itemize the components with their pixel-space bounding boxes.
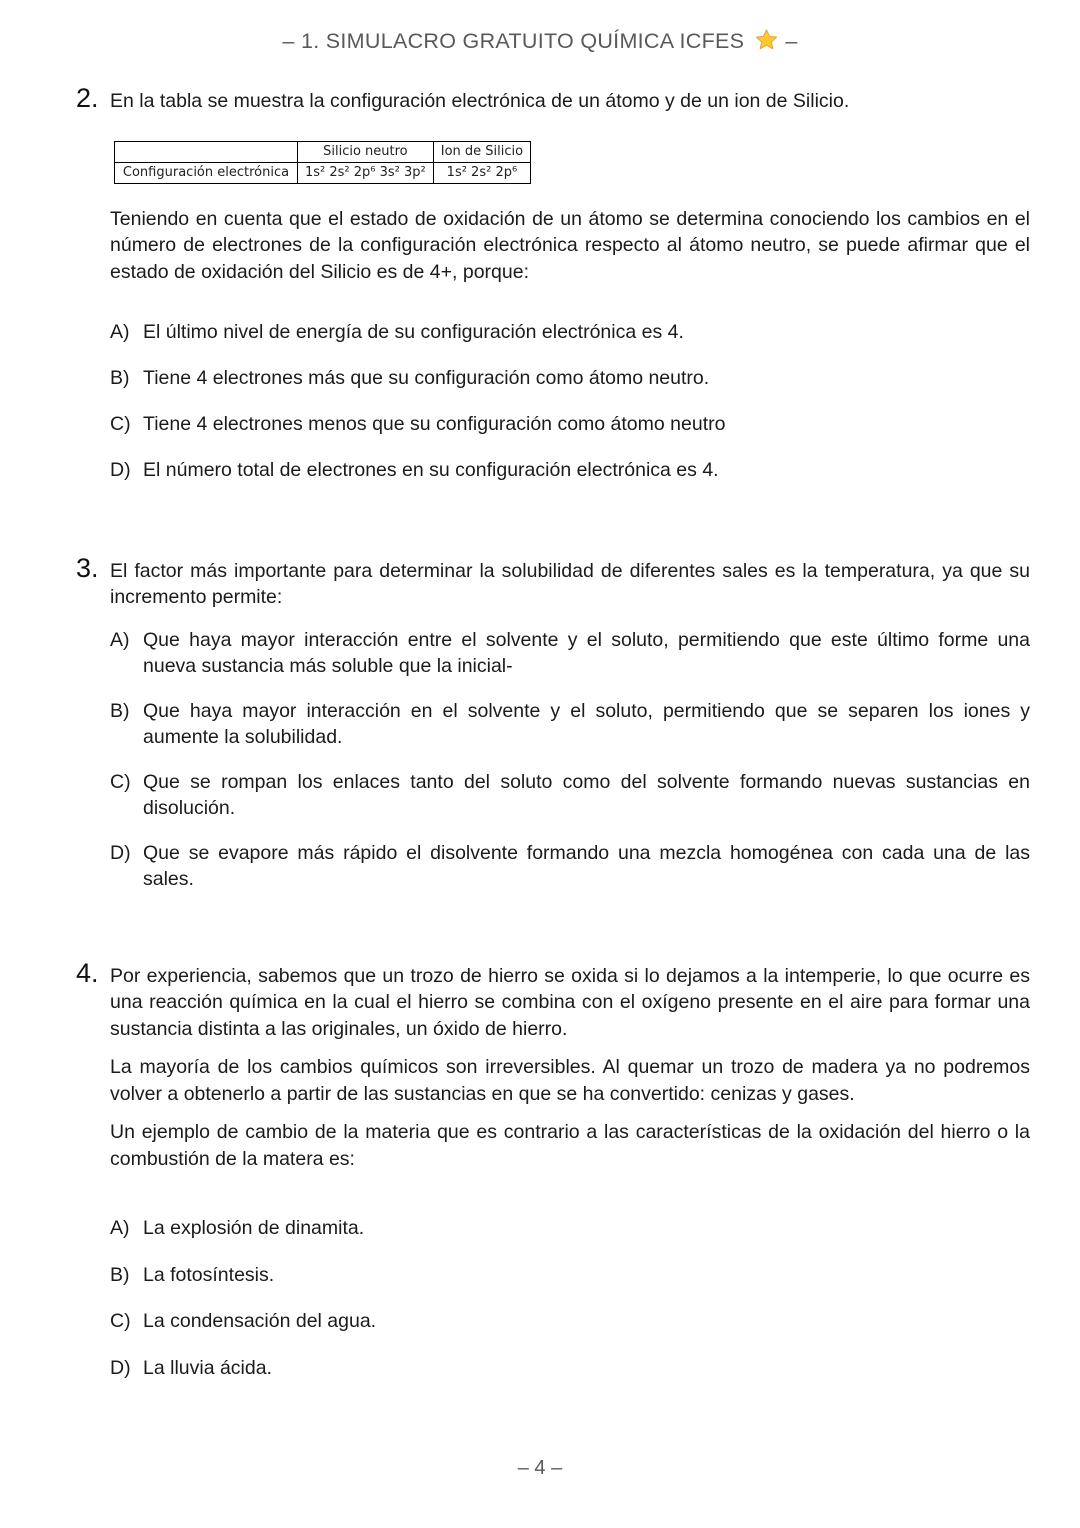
option-text: La condensación del agua. bbox=[143, 1310, 377, 1332]
question-4-number: 4. bbox=[76, 957, 99, 988]
option-text: El último nivel de energía de su configuración electrónica es 4. bbox=[143, 321, 684, 343]
question-4-option-b bbox=[110, 1262, 1030, 1289]
table-header-silicio-neutro: Silicio neutro bbox=[298, 141, 434, 162]
option-text: La lluvia ácida. bbox=[143, 1356, 272, 1379]
page-header-title: – 1. SIMULACRO GRATUITO QUÍMICA ICFES bbox=[282, 29, 745, 53]
question-4-option-a bbox=[110, 1215, 1030, 1242]
option-text: Tiene 4 electrones menos que su configuración como átomo neutro bbox=[143, 413, 726, 435]
question-3-option-b bbox=[110, 698, 1030, 751]
option-letter: A) bbox=[110, 321, 130, 343]
question-4-option-c bbox=[110, 1308, 1030, 1335]
option-letter: B) bbox=[110, 367, 130, 389]
option-text: La fotosíntesis. bbox=[143, 1263, 275, 1286]
option-text: La explosión de dinamita. bbox=[143, 1217, 365, 1239]
question-3-intro: El factor más importante para determinar la solubilidad de diferentes sales es la temperatura, ya que su incremento permite: bbox=[110, 559, 1030, 608]
option-letter: D) bbox=[110, 1356, 131, 1379]
option-letter: D) bbox=[110, 459, 131, 481]
page-number: – 4 – bbox=[517, 1457, 563, 1479]
option-letter: B) bbox=[110, 699, 130, 722]
table-row-label: Configuración electrónica bbox=[115, 162, 298, 183]
table-data-row bbox=[115, 162, 531, 183]
question-3 bbox=[76, 552, 1030, 893]
table-corner-cell bbox=[115, 141, 298, 162]
question-3-number: 3. bbox=[76, 552, 99, 583]
table-cell-neutral-config: 1s² 2s² 2p⁶ 3s² 3p² bbox=[298, 162, 434, 183]
question-4-paragraph-1: Por experiencia, sabemos que un trozo de hierro se oxida si lo dejamos a la intemperie, lo que ocurre es una reacción química en la cual el hierro se combina con el oxígeno presente en el aire para formar una sustancia distinta a las originales, un óxido de hierro. bbox=[110, 964, 1030, 1040]
option-text: El número total de electrones en su configuración electrónica es 4. bbox=[143, 459, 719, 481]
option-letter: B) bbox=[110, 1263, 130, 1286]
question-2-option-d bbox=[110, 457, 1030, 484]
option-letter: D) bbox=[110, 841, 131, 864]
question-2-paragraph: Teniendo en cuenta que el estado de oxidación de un átomo se determina conociendo los cambios en el número de electrones de la configuración electrónica respecto al átomo neutro, se puede afirmar que el estado de oxidación del Silicio es de 4+, porque: bbox=[110, 207, 1030, 283]
question-2-option-a bbox=[110, 319, 1030, 346]
option-text: Que haya mayor interacción entre el solvente y el soluto, permitiendo que este último forme una nueva sustancia más soluble que la inicial- bbox=[143, 628, 1030, 677]
option-text: Que se rompan los enlaces tanto del soluto como del solvente formando nuevas sustancias en disolución. bbox=[143, 770, 1030, 819]
option-letter: C) bbox=[110, 413, 131, 435]
option-text: Tiene 4 electrones más que su configuración como átomo neutro. bbox=[143, 367, 710, 389]
option-letter: A) bbox=[110, 628, 130, 651]
question-2-number: 2. bbox=[76, 83, 99, 113]
question-4-paragraph-2: La mayoría de los cambios químicos son irreversibles. Al quemar un trozo de madera ya no podremos volver a obtenerlo a partir de las sustancias en que se ha convertido: cenizas y gases. bbox=[110, 1056, 1030, 1105]
question-2-option-b bbox=[110, 365, 1030, 392]
table-header-ion-silicio: Ion de Silicio bbox=[433, 141, 530, 162]
question-2-intro: En la tabla se muestra la configuración electrónica de un átomo y de un ion de Silicio. bbox=[110, 90, 850, 112]
question-4-option-d bbox=[110, 1355, 1030, 1382]
electron-configuration-table bbox=[114, 141, 531, 184]
question-4 bbox=[76, 957, 1030, 1382]
table-header-row bbox=[115, 141, 531, 162]
question-2-option-c bbox=[110, 411, 1030, 438]
question-4-paragraph-3: Un ejemplo de cambio de la materia que es contrario a las características de la oxidación del hierro o la combustión de la matera es: bbox=[110, 1121, 1030, 1170]
question-3-option-d bbox=[110, 840, 1030, 893]
option-letter: C) bbox=[110, 770, 131, 793]
question-3-option-a bbox=[110, 627, 1030, 680]
table-cell-ion-config: 1s² 2s² 2p⁶ bbox=[433, 162, 530, 183]
star-icon bbox=[754, 28, 779, 60]
option-letter: C) bbox=[110, 1310, 131, 1332]
option-letter: A) bbox=[110, 1217, 130, 1239]
option-text: Que se evapore más rápido el disolvente formando una mezcla homogénea con cada una de las sales. bbox=[143, 841, 1030, 890]
question-3-option-c bbox=[110, 769, 1030, 822]
question-2 bbox=[76, 83, 1030, 484]
option-text: Que haya mayor interacción en el solvente y el soluto, permitiendo que se separen los iones y aumente la solubilidad. bbox=[143, 699, 1030, 748]
page-header-dash: – bbox=[785, 29, 798, 53]
page-header bbox=[0, 26, 1080, 60]
